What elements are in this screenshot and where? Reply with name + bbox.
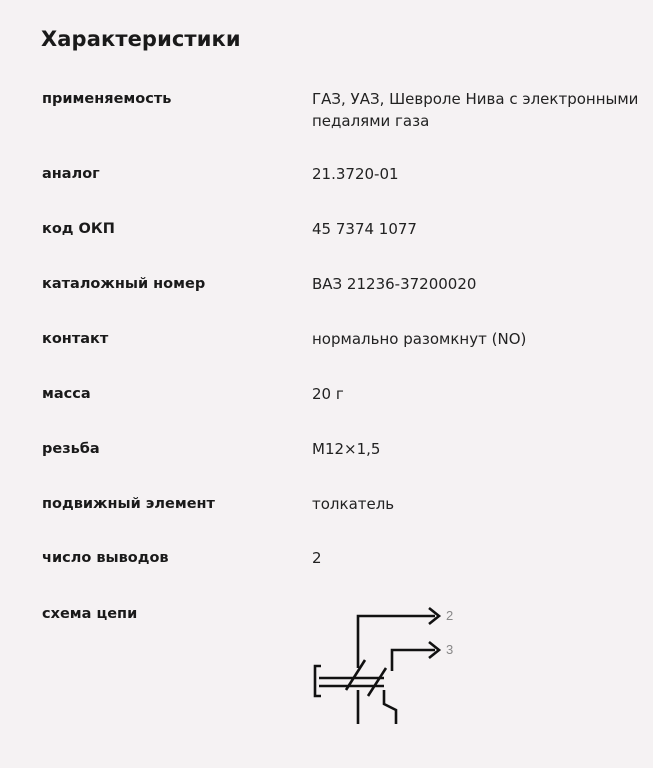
- spec-value: толкатель: [312, 495, 395, 513]
- spec-value: ГАЗ, УАЗ, Шевроле Нива с электронными педалями газа: [312, 90, 639, 130]
- spec-key: резьба: [42, 441, 100, 457]
- spec-key: подвижный элемент: [42, 496, 215, 512]
- spec-value: 20 г: [312, 385, 344, 403]
- spec-key: масса: [42, 386, 91, 402]
- spec-key: схема цепи: [42, 606, 138, 622]
- spec-key: применяемость: [42, 91, 172, 107]
- wire-terminal-3: [392, 650, 435, 671]
- spec-key: код ОКП: [42, 221, 115, 237]
- spec-key: каталожный номер: [42, 276, 206, 292]
- spec-value: 21.3720-01: [312, 165, 399, 183]
- section-title: Характеристики: [41, 27, 241, 51]
- spec-value: ВАЗ 21236-37200020: [312, 275, 477, 293]
- circuit-diagram: [305, 598, 475, 733]
- terminal-label-3: 3: [446, 642, 454, 657]
- spec-value: нормально разомкнут (NO): [312, 330, 527, 348]
- actuator-bracket: [315, 666, 321, 696]
- terminal-label-2: 2: [446, 608, 454, 623]
- lower-wire: [384, 690, 396, 724]
- spec-value: 2: [312, 549, 322, 567]
- spec-value: M12×1,5: [312, 440, 381, 458]
- spec-key: аналог: [42, 166, 100, 182]
- wire-terminal-2: [358, 616, 435, 668]
- spec-value: 45 7374 1077: [312, 220, 417, 238]
- spec-key: число выводов: [42, 550, 169, 566]
- spec-key: контакт: [42, 331, 109, 347]
